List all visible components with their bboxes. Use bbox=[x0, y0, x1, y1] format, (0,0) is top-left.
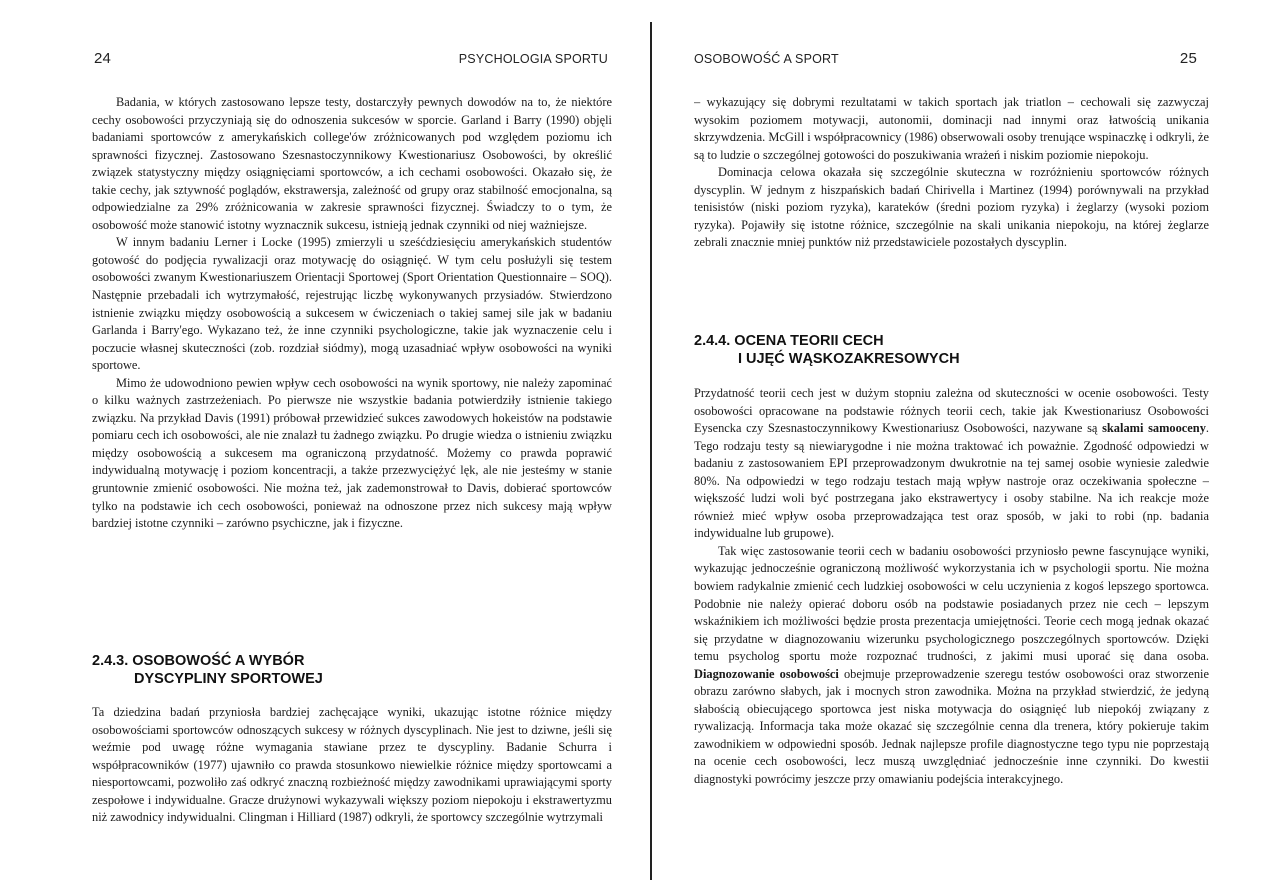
section-heading-2-4-4 bbox=[694, 332, 960, 368]
paragraph: – wykazujący się dobrymi rezultatami w takich sportach jak triatlon – cechowali się zazwyczaj wysokim poziomem motywacji, autonomii, dominacji nad innymi oraz łatwością unikania skrzywdzenia. McGill i współpracownicy (1986) obserwowali osoby trenujące wspinaczkę i odkryli, że są to ludzie o szczególnej gotowości do poszukiwania wrażeń i niskim poziomie niepokoju. bbox=[694, 95, 1209, 162]
heading-line: DYSCYPLINY SPORTOWEJ bbox=[134, 671, 323, 687]
left-running-head bbox=[92, 52, 612, 72]
right-running-head bbox=[694, 52, 1209, 72]
section-heading-2-4-3 bbox=[92, 652, 323, 688]
right-section-body bbox=[694, 385, 1209, 789]
bold-term: Diagnozowanie osobowości bbox=[694, 666, 839, 681]
page-number-right: 25 bbox=[1179, 50, 1197, 67]
text-run: obejmuje przeprowadzenie szeregu testów osobowości oraz stworzenie obrazu zarówno słabych, jak i mocnych stron zawodnika. Można na przykład stwierdzić, że jedyną słabością obiecującego sportowca jest niska motywacja do osiągnięć lub niepokój związany z rywalizacją. Informacja taka może okazać się szczególnie cenna dla trenera, który pokieruje takim zawodnikiem w odpowiedni sposób. Jednak najlepsze profile diagnostyczne tego typu nie poprzestają na ocenie cech osobowości, lecz muszą uwzględniać jednocześnie inne czynniki. Do kwestii diagnostyki powrócimy jeszcze przy omawianiu podejścia interakcyjnego. bbox=[694, 666, 1209, 787]
page-number-left: 24 bbox=[94, 50, 112, 67]
paragraph: W innym badaniu Lerner i Locke (1995) zmierzyli u sześćdziesięciu amerykańskich studentów gotowość do podjęcia rywalizacji oraz motywację do osiągnięć. W tym celu posłużyli się testem osobowości zwanym Kwestionariuszem Orientacji Sportowej (Sport Orientation Questionnaire – SOQ). Następnie przebadali ich wytrzymałość, rejestrując liczbę wykonywanych przysiadów. Stwierdzono istnienie związku między osobowością a sukcesem w ćwiczeniach o takiej samej sile jak w badaniu Garlanda i Barry'ego. Wykazano też, że inne czynniki psychologiczne, takie jak wyznaczenie celu i poczucie własnej skuteczności (zob. rozdział siódmy), mogą uzasadniać wpływ osobowości na wyniki sportowe. bbox=[92, 235, 612, 373]
paragraph: Ta dziedzina badań przyniosła bardziej zachęcające wyniki, ukazując istotne różnice między osobowościami sportowców odnoszących sukcesy w różnych dyscyplinach. Nie jest to dziwne, jeśli się weźmie pod uwagę różne wymagania stawiane przez te dyscypliny. Badanie Schurra i współpracowników (1977) ujawniło co prawda stosunkowo niewielkie różnice między sportowcami a niesportowcami, pozwoliło zaś odkryć znaczną rozbieżność między zawodnikami uprawiającymi sporty zespołowe i indywidualne. Gracze drużynowi wykazywali większy poziom niepokoju i ekstrawertyzmu niż zawodnicy indywidualni. Clingman i Hilliard (1987) odkryli, że sportowcy szczególnie wytrzymali bbox=[92, 705, 612, 825]
paragraph bbox=[694, 543, 1209, 789]
running-title-right: OSOBOWOŚĆ A SPORT bbox=[694, 52, 839, 66]
heading-line: 2.4.3. OSOBOWOŚĆ A WYBÓR bbox=[92, 653, 305, 669]
running-title-left: PSYCHOLOGIA SPORTU bbox=[458, 52, 608, 66]
heading-line: I UJĘĆ WĄSKOZAKRESOWYCH bbox=[738, 351, 960, 367]
text-run: Przydatność teorii cech jest w dużym stopniu zależna od skuteczności w ocenie osobowości. Testy osobowości opracowane na podstawie różnych teorii cech, takie jak Kwestionariusz Osobowości Eysencka czy Szesnastoczynnikowy Kwestionariusz Osobowości, nazywane są bbox=[694, 386, 1209, 436]
text-run: Tak więc zastosowanie teorii cech w badaniu osobowości przyniosło pewne fascynujące wyniki, wykazując jednocześnie ograniczoną możliwość wykorzystania ich w psychologii sportu. Nie można bowiem radykalnie zmienić cech ludzkiej osobowości w celu uczynienia z kogoś lepszego sportowca. Podobnie nie należy opierać doboru osób na podstawie posiadanych przez nie cech – lepszym wskaźnikiem ich możliwości będzie prosta prezentacja umiejętności. Teorie cech mogą jednak okazać się przydatne w diagnozowaniu wizerunku psychologicznego poszczególnych sportowców. Dzięki temu psycholog sportu może rozpoznać trudności, z jakimi musi uporać się dana osoba. bbox=[694, 543, 1209, 664]
book-gutter bbox=[650, 22, 652, 880]
paragraph bbox=[694, 385, 1209, 543]
left-page bbox=[92, 0, 612, 893]
paragraph: Badania, w których zastosowano lepsze testy, dostarczyły pewnych dowodów na to, że niektóre cechy osobowości przyczyniają się do odnoszenia sukcesów w sporcie. Garland i Barry (1990) objęli badaniami sportowców z amerykańskich college'ów zróżnicowanych pod względem poziomu ich sprawności fizycznej. Zastosowano Szesnastoczynnikowy Kwestionariusz Osobowości, by określić związek statystyczny między osiągnięciami sportowców, a ich cechami osobowości. Okazało się, że takie cechy, jak sztywność poglądów, ekstrawersja, zależność od grupy oraz stabilność emocjonalna, są odpowiedzialne za 29% zróżnicowania w zakresie sprawności fizycznej. Świadczy to o tym, że osobowość może stanowić istotny wyznacznik sukcesu, istnieją jednak czynniki od niej ważniejsze. bbox=[92, 95, 612, 232]
paragraph: Mimo że udowodniono pewien wpływ cech osobowości na wynik sportowy, nie należy zapominać o kilku ważnych zastrzeżeniach. Po pierwsze nie wszystkie badania potwierdziły istnienie takiego związku. Na przykład Davis (1991) próbował przewidzieć sukces zawodowych hokeistów na podstawie pomiaru cech ich osobowości, ale nie znalazł tu żadnego związku. Po drugie wiedza o istnieniu związku między osobowością a sukcesem ma ograniczoną przydatność. Możemy co prawda poprawić indywidualną motywację i poziom koncentracji, a także przezwyciężyć lęk, ale nie jesteśmy w stanie gruntownie zmienić osobowości. Nie można też, jak zademonstrował to Davis, dobierać sportowców tylko na podstawie ich cech osobowości, ponieważ na odnoszone przez nich sukcesy mają wpływ bardziej istotne czynniki – zarówno psychiczne, jak i fizyczne. bbox=[92, 375, 612, 531]
left-section-body bbox=[92, 704, 612, 827]
bold-term: skalami samooceny bbox=[1102, 421, 1206, 436]
paragraph: Dominacja celowa okazała się szczególnie skuteczna w rozróżnieniu sportowców różnych dyscyplin. W jednym z hiszpańskich badań Chirivella i Martinez (1994) porównywali na przykład tenisistów (niski poziom ryzyka), karateków (średni poziom ryzyka) i żeglarzy (wysoki poziom ryzyka). Pojawiły się istotne różnice, szczególnie na skali unikania niepokoju, na której żeglarze zebrali znacznie mniej punktów niż przedstawiciele pozostałych dyscyplin. bbox=[694, 165, 1209, 250]
heading-line: 2.4.4. OCENA TEORII CECH bbox=[694, 333, 884, 349]
right-page bbox=[694, 0, 1209, 893]
right-body bbox=[694, 94, 1209, 252]
text-run: . Tego rodzaju testy są niewiarygodne i nie można traktować ich poważnie. Zgodność odpowiedzi w badaniu z zastosowaniem EPI przeprowadzonym dwukrotnie na tej samej osobie wyniesie zaledwie 80%. Na odpowiedzi w tego rodzaju testach mają wpływ nastroje oraz oczekiwania społeczne – większość ludzi woli być postrzegana jako ekstrawertycy i osoby stabilne. Na ich reakcje może również mieć wpływ osoba przeprowadzająca test oraz sposób, w jaki to robi (np. badania indywidualne lub grupowe). bbox=[694, 421, 1209, 541]
left-body bbox=[92, 94, 612, 533]
